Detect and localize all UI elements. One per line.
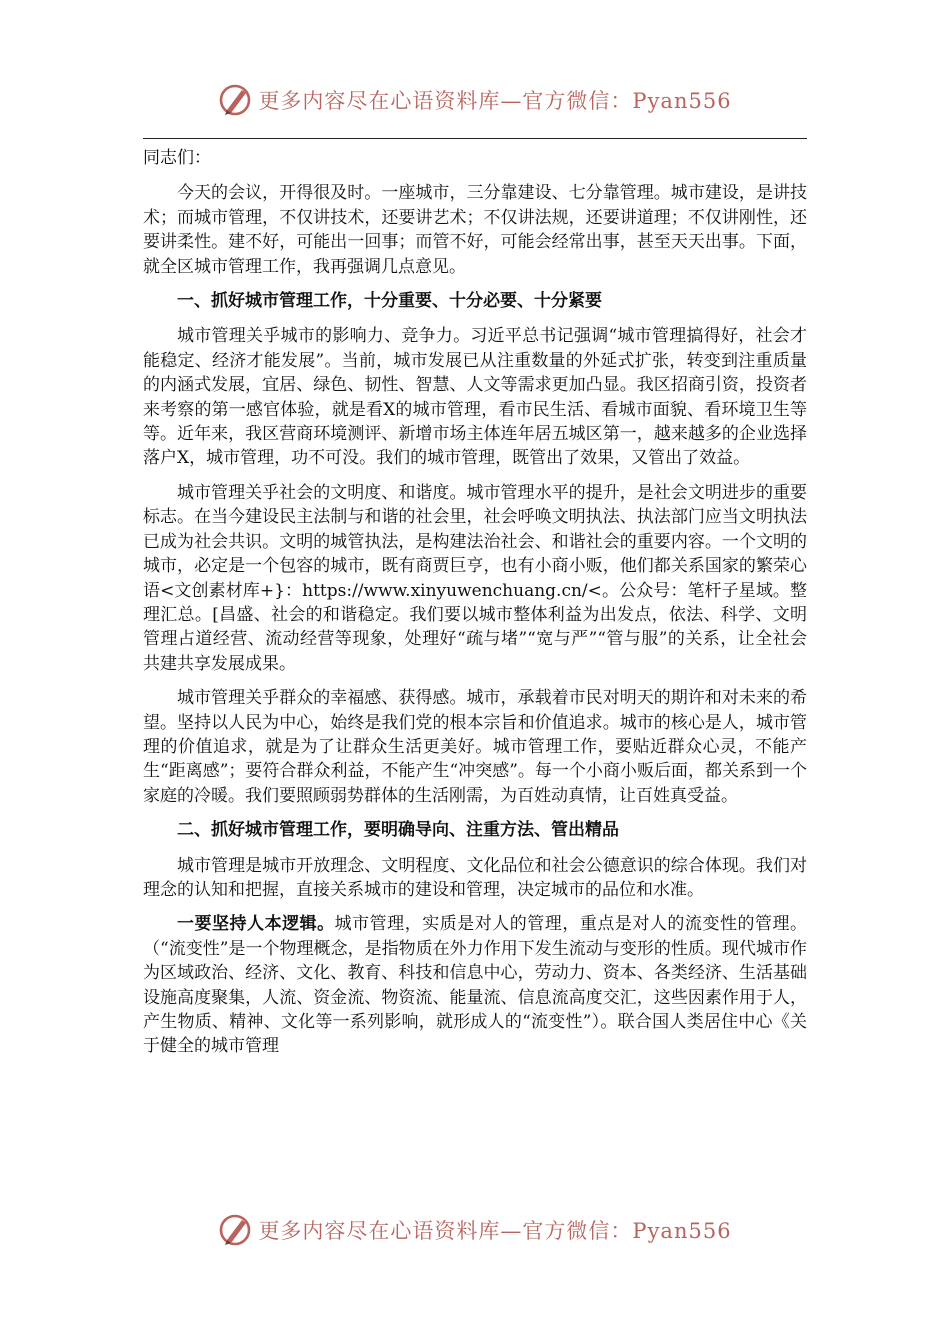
body-paragraph: 城市管理关乎社会的文明度、和谐度。城市管理水平的提升，是社会文明进步的重要标志。在当今建设民主法制与和谐的社会里，社会呼唤文明执法、执法部门应当文明执法已成为社会共识。文明的城管执法，是构建法治社会、和谐社会的重要内容。一个文明的城市，必定是一个包容的城市，既有商贾巨亨，也有小商小贩，他们都关系国家的繁荣心语<文创素材库+}：https://www.xinyuwenchuang.cn/<。公众号：笔杆子星域。整理汇总。[昌盛、社会的和谐稳定。我们要以城市整体利益为出发点，依法、科学、文明管理占道经营、流动经营等现象，处理好“疏与堵”“宽与严”“管与服”的关系，让全社会共建共享发展成果。	[143, 482, 807, 674]
banner-text: 更多内容尽在心语资料库—官方微信：Pyan556	[258, 1219, 732, 1243]
body-paragraph: 城市管理关乎城市的影响力、竞争力。习近平总书记强调“城市管理搞得好，社会才能稳定、经济才能发展”。当前，城市发展已从注重数量的外延式扩张，转变到注重质量的内涵式发展，宜居、绿色、韧性、智慧、人文等需求更加凸显。我区招商引资，投资者来考察的第一感官体验，就是看X的城市管理，看市民生活、看城市面貌、看环境卫生等等。近年来，我区营商环境测评、新增市场主体连年居五城区第一，越来越多的企业选择落户X，城市管理，功不可没。我们的城市管理，既管出了效果，又管出了效益。	[143, 326, 807, 469]
section-heading-2: 二、抓好城市管理工作，要明确导向、注重方法、管出精品	[177, 820, 619, 841]
point-text: 城市管理，实质是对人的管理，重点是对人的流变性的管理。（“流变性”是一个物理概念，是指物质在外力作用下发生流动与变形的性质。现代城市作为区域政治、经济、文化、教育、科技和信息中心，劳动力、资本、各类经济、生活基础设施高度聚集，人流、资金流、物资流、能量流、信息流高度交汇，这些因素作用于人，产生物质、精神、文化等一系列影响，就形成人的“流变性”）。联合国人类居住中心《关于健全的城市管理	[143, 914, 808, 1057]
document-body	[143, 146, 807, 1069]
point-paragraph	[143, 912, 807, 1058]
body-paragraph: 城市管理关乎群众的幸福感、获得感。城市，承载着市民对明天的期许和对未来的希望。坚持以人民为中心，始终是我们党的根本宗旨和价值追求。城市的核心是人，城市管理的价值追求，就是为了让群众生活更美好。城市管理工作，要贴近群众心灵，不能产生“距离感”；要符合群众利益，不能产生“冲突感”。每一个小商小贩后面，都关系到一个家庭的冷暖。我们要照顾弱势群体的生活刚需，为百姓动真情，让百姓真受益。	[143, 688, 807, 806]
pen-circle-logo-icon	[218, 1213, 252, 1247]
header-divider	[143, 138, 807, 139]
footer-watermark-banner	[0, 1208, 950, 1252]
header-watermark-banner	[0, 78, 950, 122]
body-paragraph: 城市管理是城市开放理念、文明程度、文化品位和社会公德意识的综合体现。我们对理念的认知和把握，直接关系城市的建设和管理，决定城市的品位和水准。	[143, 855, 807, 900]
banner-text: 更多内容尽在心语资料库—官方微信：Pyan556	[258, 89, 732, 113]
intro-paragraph: 今天的会议，开得很及时。一座城市，三分靠建设、七分靠管理。城市建设，是讲技术；而城市管理，不仅讲技术，还要讲艺术；不仅讲法规，还要讲道理；不仅讲刚性，还要讲柔性。建不好，可能出一回事；而管不好，可能会经常出事，甚至天天出事。下面，就全区城市管理工作，我再强调几点意见。	[143, 183, 807, 277]
point-lead: 一要坚持人本逻辑。	[177, 914, 335, 935]
pen-circle-logo-icon	[218, 83, 252, 117]
section-heading-1: 一、抓好城市管理工作，十分重要、十分必要、十分紧要	[177, 291, 602, 312]
salutation: 同志们：	[143, 148, 211, 168]
